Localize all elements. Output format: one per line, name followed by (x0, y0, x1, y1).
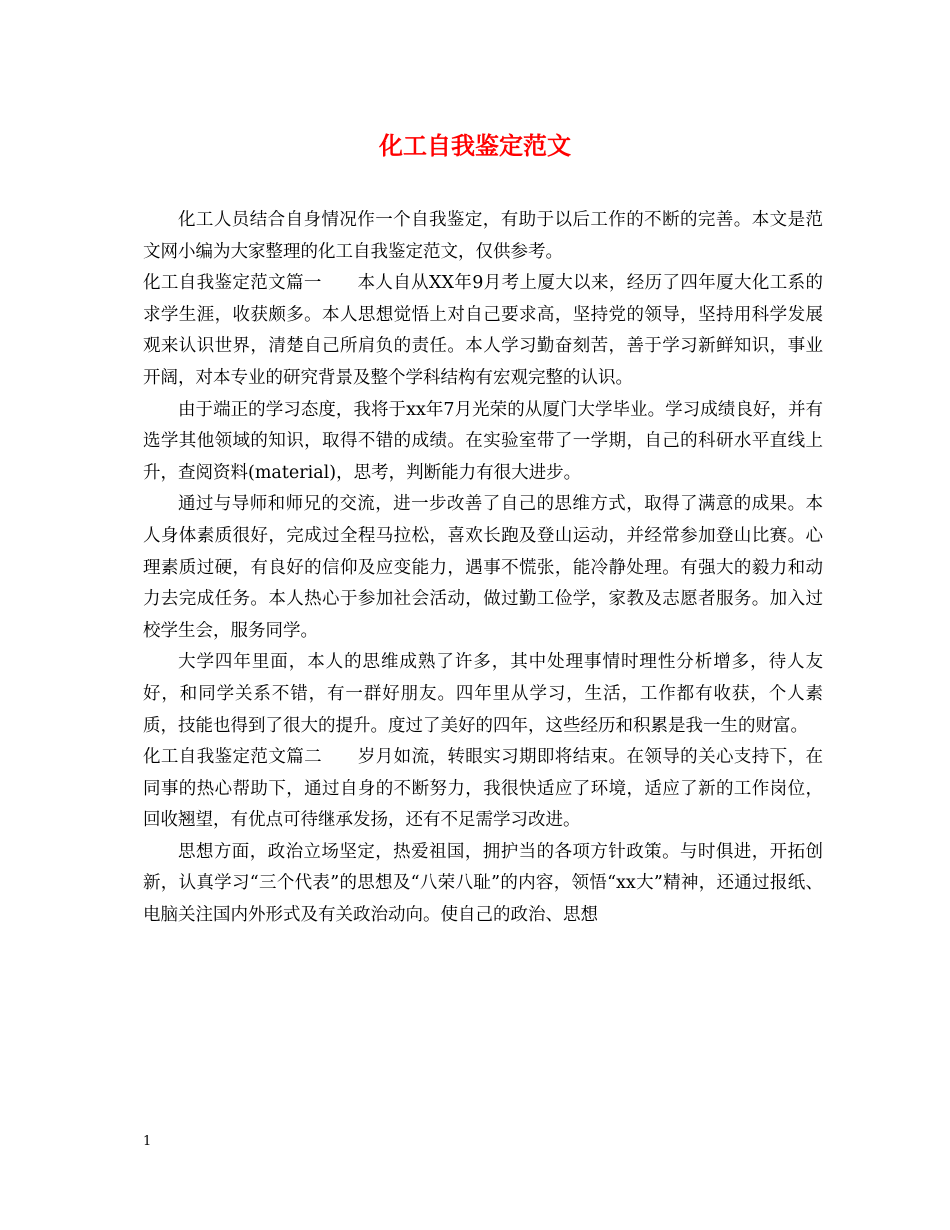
paragraph-sample-two: 化工自我鉴定范文篇二 岁月如流，转眼实习期即将结束。在领导的关心支持下，在同事的热心帮助下，通过自身的不断努力，我很快适应了环境，适应了新的工作岗位，回收翘望，有优点可待继承发扬，还有不足需学习改进。 (143, 747, 823, 831)
page-number: 1 (143, 1134, 152, 1149)
document-title: 化工自我鉴定范文 (379, 132, 571, 160)
paragraph-sample-one: 化工自我鉴定范文篇一 本人自从XX年9月考上厦大以来，经历了四年厦大化工系的求学生涯，收获颇多。本人思想觉悟上对自己要求高，坚持党的领导，坚持用科学发展观来认识世界，清楚自己所肩负的责任。本人学习勤奋刻苦，善于学习新鲜知识，事业开阔，对本专业的研究背景及整个学科结构有宏观完整的认识。 (143, 273, 823, 388)
paragraph-study-attitude: 由于端正的学习态度，我将于xx年7月光荣的从厦门大学毕业。学习成绩良好，并有选学其他领域的知识，取得不错的成绩。在实验室带了一学期，自己的科研水平直线上升，查阅资料(material)，思考，判断能力有很大进步。 (143, 399, 823, 483)
paragraph-four-years: 大学四年里面，本人的思维成熟了许多，其中处理事情时理性分析增多，待人友好，和同学关系不错，有一群好朋友。四年里从学习，生活，工作都有收获，个人素质，技能也得到了很大的提升。度过了美好的四年，这些经历和积累是我一生的财富。 (143, 652, 823, 736)
paragraph-ideology: 思想方面，政治立场坚定，热爱祖国，拥护当的各项方针政策。与时俱进，开拓创新，认真学习“三个代表”的思想及“八荣八耻”的内容，领悟“xx大”精神，还通过报纸、电脑关注国内外形式及有关政治动向。使自己的政治、思想 (143, 841, 823, 926)
document-body (143, 205, 823, 932)
paragraph-communication: 通过与导师和师兄的交流，进一步改善了自己的思维方式，取得了满意的成果。本人身体素质很好，完成过全程马拉松，喜欢长跑及登山运动，并经常参加登山比赛。心理素质过硬，有良好的信仰及应变能力，遇事不慌张，能冷静处理。有强大的毅力和动力去完成任务。本人热心于参加社会活动，做过勤工俭学，家教及志愿者服务。加入过校学生会，服务同学。 (143, 494, 823, 641)
paragraph-intro: 化工人员结合自身情况作一个自我鉴定，有助于以后工作的不断的完善。本文是范文网小编为大家整理的化工自我鉴定范文，仅供参考。 (143, 210, 823, 262)
